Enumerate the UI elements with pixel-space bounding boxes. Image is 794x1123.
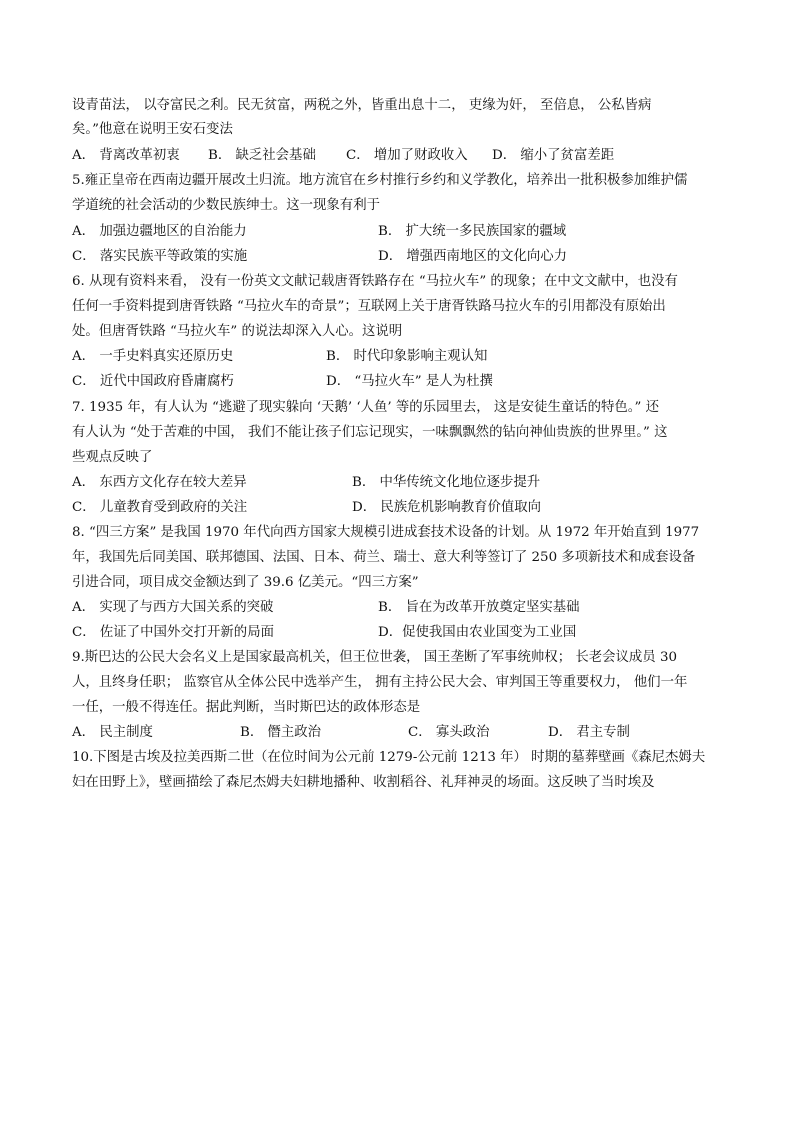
q8-stem-line-2: 年，我国先后同美国、联邦德国、法国、日本、荷兰、瑞士、意大利等签订了 250 多项新技术和成套设备 [72, 550, 696, 565]
q5-stem-line-2: 学道统的社会活动的少数民族绅士。这一现象有利于 [72, 198, 380, 213]
q8-option-a: A． 实现了与西方大国关系的突破 [72, 600, 274, 615]
q8-option-b: B． 旨在为改革开放奠定坚实基础 [378, 600, 580, 615]
q5-option-a: A． 加强边疆地区的自治能力 [72, 224, 247, 239]
q5-option-c: C． 落实民族平等政策的实施 [72, 249, 248, 264]
q5-option-d: D． 增强西南地区的文化向心力 [378, 249, 568, 264]
q9-option-b: B． 僭主政治 [240, 725, 322, 740]
q9-option-a: A． 民主制度 [72, 725, 153, 740]
q5-stem-line-1: 5.雍正皇帝在西南边疆开展改土归流。地方流官在乡村推行乡约和义学教化，培养出一批积极参加维护儒 [72, 173, 688, 188]
q6-stem-line-2: 任何一手资料提到唐胥铁路 “马拉火车的奇景”；互联网上关于唐胥铁路马拉火车的引用都没有原始出 [72, 299, 666, 314]
q6-option-d: D． “马拉火车” 是人为杜撰 [326, 374, 493, 389]
q4-option-b: B． 缺乏社会基础 [208, 148, 316, 163]
q6-stem-line-3: 处。但唐胥铁路 “马拉火车” 的说法却深入人心。这说明 [72, 324, 403, 339]
q8-stem-line-1: 8. “四三方案” 是我国 1970 年代向西方国家大规模引进成套技术设备的计划。从 1972 年开始直到 1977 [72, 525, 700, 540]
q7-stem-line-1: 7. 1935 年，有人认为 “逃避了现实躲向 ‘天鹅’ ‘人鱼’ 等的乐园里去， 这是安徒生童话的特色。” 还 [72, 400, 659, 415]
q6-stem-line-1: 6. 从现有资料来看， 没有一份英文文献记载唐胥铁路存在 “马拉火车” 的现象；在中文文献中，也没有 [72, 274, 678, 289]
q9-stem-line-2: 人，且终身任职； 监察官从全体公民中选举产生， 拥有主持公民大会、审判国王等重要权力， 他们一年 [72, 675, 688, 690]
q4-stem-line-2: 矣。”他意在说明王安石变法 [72, 122, 233, 137]
q9-option-d: D． 君主专制 [548, 725, 630, 740]
q7-option-a: A． 东西方文化存在较大差异 [72, 475, 247, 490]
q6-option-b: B． 时代印象影响主观认知 [326, 349, 488, 364]
q9-stem-line-1: 9.斯巴达的公民大会名义上是国家最高机关，但王位世袭， 国王垄断了军事统帅权； 长老会议成员 30 [72, 650, 677, 665]
q8-stem-line-3: 引进合同，项目成交金额达到了 39.6 亿美元。“四三方案” [72, 575, 419, 590]
q10-stem-line-2: 妇在田野上》，壁画描绘了森尼杰姆夫妇耕地播种、收割稻谷、礼拜神灵的场面。这反映了当时埃及 [72, 775, 655, 790]
q9-option-c: C． 寡头政治 [408, 725, 490, 740]
q5-option-b: B． 扩大统一多民族国家的疆域 [378, 224, 567, 239]
q7-stem-line-3: 些观点反映了 [72, 450, 153, 465]
q4-option-c: C． 增加了财政收入 [346, 148, 468, 163]
q10-stem-line-1: 10.下图是古埃及拉美西斯二世（在位时间为公元前 1279-公元前 1213 年） 时期的墓葬壁画《森尼杰姆夫 [72, 750, 706, 765]
q6-option-c: C． 近代中国政府昏庸腐朽 [72, 374, 234, 389]
q8-option-c: C． 佐证了中国外交打开新的局面 [72, 625, 274, 640]
q4-option-d: D． 缩小了贫富差距 [492, 148, 615, 163]
q7-option-d: D． 民族危机影响教育价值取向 [352, 500, 542, 515]
q8-option-d: D．促使我国由农业国变为工业国 [378, 625, 577, 640]
q6-option-a: A． 一手史料真实还原历史 [72, 349, 234, 364]
q4-option-a: A． 背离改革初衷 [72, 148, 180, 163]
q4-stem-line-1: 设青苗法， 以夺富民之利。民无贫富，两税之外，皆重出息十二， 吏缘为奸， 至倍息， 公私皆病 [72, 98, 652, 113]
q7-option-b: B． 中华传统文化地位逐步提升 [352, 475, 541, 490]
q7-stem-line-2: 有人认为 “处于苦难的中国， 我们不能让孩子们忘记现实，一味飘飘然的钻向神仙贵族的世界里。” 这 [72, 425, 668, 440]
q9-stem-line-3: 一任，一般不得连任。据此判断，当时斯巴达的政体形态是 [72, 700, 421, 715]
q7-option-c: C． 儿童教育受到政府的关注 [72, 500, 248, 515]
